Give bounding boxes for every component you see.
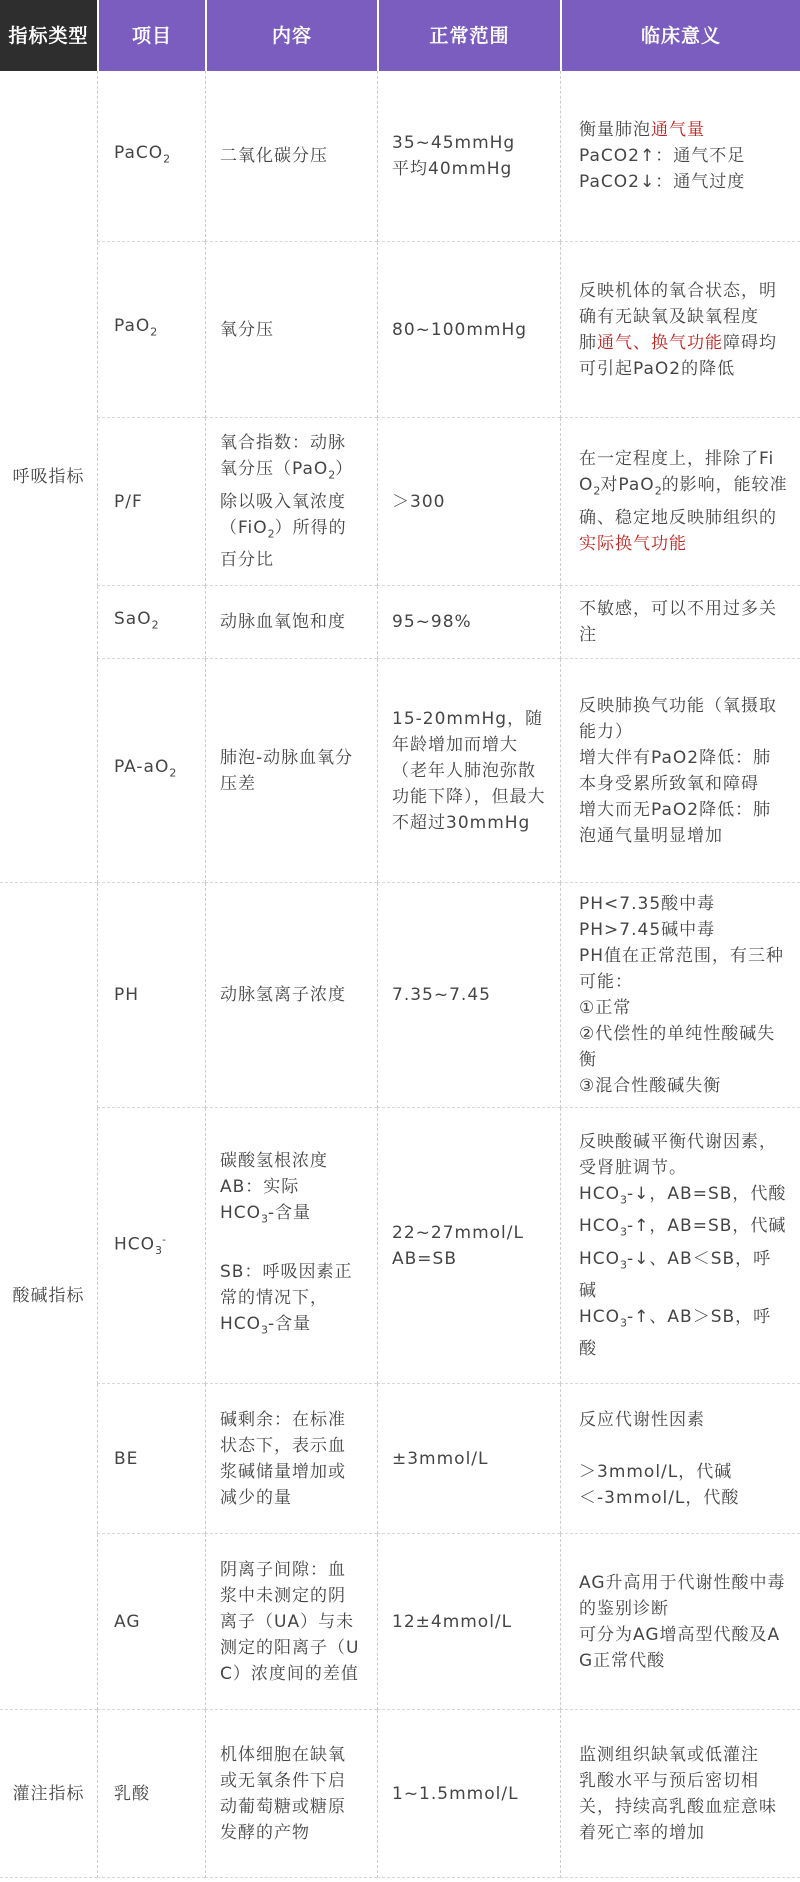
content-cell: 氧分压 bbox=[205, 242, 377, 418]
content-cell: 肺泡-动脉血氧分压差 bbox=[205, 659, 377, 883]
table-row bbox=[0, 1534, 800, 1710]
significance-cell: 不敏感，可以不用过多关注 bbox=[560, 586, 800, 659]
item-cell: SaO$_2$ bbox=[97, 586, 205, 659]
significance-cell: 衡量肺泡通气量 PaCO2↑：通气不足 PaCO2↓：通气过度 bbox=[560, 71, 800, 242]
table-row bbox=[0, 659, 800, 883]
significance-cell: 反映机体的氧合状态，明确有无缺氧及缺氧程度 肺通气、换气功能障碍均可引起PaO2的降低 bbox=[560, 242, 800, 418]
header-category: 指标类型 bbox=[0, 0, 97, 71]
category-acid-base: 酸碱指标 bbox=[0, 883, 97, 1710]
range-cell: 95~98% bbox=[377, 586, 560, 659]
header-row bbox=[0, 0, 800, 71]
content-cell: 阴离子间隙：血浆中未测定的阴离子（UA）与未测定的阳离子（UC）浓度间的差值 bbox=[205, 1534, 377, 1710]
content-cell: 碳酸氢根浓度 AB：实际 $HCO_3-$含量 SB：呼吸因素正常的情况下， $HCO_3-$含量 bbox=[205, 1108, 377, 1384]
table-row bbox=[0, 1710, 800, 1878]
item-cell: PaO$_2$ bbox=[97, 242, 205, 418]
range-cell: 12±4mmol/L bbox=[377, 1534, 560, 1710]
range-cell: 35~45mmHg 平均40mmHg bbox=[377, 71, 560, 242]
item-cell: PaCO$_2$ bbox=[97, 71, 205, 242]
content-cell: 碱剩余：在标准状态下，表示血浆碱储量增加或减少的量 bbox=[205, 1384, 377, 1534]
range-cell: 22~27mmol/L AB=SB bbox=[377, 1108, 560, 1384]
header-significance: 临床意义 bbox=[560, 0, 800, 71]
item-cell: PH bbox=[97, 883, 205, 1108]
significance-cell: 在一定程度上，排除了FiO$_2$对PaO$_2$的影响，能较准确、稳定地反映肺组织的实际换气功能 bbox=[560, 418, 800, 586]
table-row bbox=[0, 71, 800, 242]
header-item: 项目 bbox=[97, 0, 205, 71]
category-perfusion: 灌注指标 bbox=[0, 1710, 97, 1878]
range-cell: 15-20mmHg，随年龄增加而增大（老年人肺泡弥散功能下降），但最大不超过30mmHg bbox=[377, 659, 560, 883]
item-cell: 乳酸 bbox=[97, 1710, 205, 1878]
table-row bbox=[0, 586, 800, 659]
table-row bbox=[0, 418, 800, 586]
content-cell: 氧合指数：动脉氧分压（PaO$_2$）除以吸入氧浓度（FiO$_2$）所得的百分比 bbox=[205, 418, 377, 586]
item-cell: P/F bbox=[97, 418, 205, 586]
range-cell: 1~1.5mmol/L bbox=[377, 1710, 560, 1878]
item-cell: $HCO_3^-$ bbox=[97, 1108, 205, 1384]
content-cell: 动脉血氧饱和度 bbox=[205, 586, 377, 659]
range-cell: ＞300 bbox=[377, 418, 560, 586]
header-range: 正常范围 bbox=[377, 0, 560, 71]
table-row bbox=[0, 1384, 800, 1534]
content-cell: 动脉氢离子浓度 bbox=[205, 883, 377, 1108]
significance-cell: 反映肺换气功能（氧摄取能力） 增大伴有PaO2降低：肺本身受累所致氧和障碍 增大而无PaO2降低：肺泡通气量明显增加 bbox=[560, 659, 800, 883]
significance-cell: 监测组织缺氧或低灌注 乳酸水平与预后密切相关，持续高乳酸血症意味着死亡率的增加 bbox=[560, 1710, 800, 1878]
category-respiratory: 呼吸指标 bbox=[0, 71, 97, 883]
significance-cell: 反映酸碱平衡代谢因素，受肾脏调节。 $HCO_3-↓$，AB=SB，代酸 $HCO_3-↑$，AB=SB，代碱 $HCO_3-↓$、AB＜SB，呼碱 $HCO_3-↑$、AB＞SB，呼酸 bbox=[560, 1108, 800, 1384]
header-content: 内容 bbox=[205, 0, 377, 71]
table-row bbox=[0, 1108, 800, 1384]
significance-cell: AG升高用于代谢性酸中毒的鉴别诊断 可分为AG增高型代酸及AG正常代酸 bbox=[560, 1534, 800, 1710]
significance-cell: 反应代谢性因素 ＞3mmol/L，代碱 ＜-3mmol/L，代酸 bbox=[560, 1384, 800, 1534]
significance-cell: PH<7.35酸中毒 PH>7.45碱中毒 PH值在正常范围，有三种可能： ①正常 ②代偿性的单纯性酸碱失衡 ③混合性酸碱失衡 bbox=[560, 883, 800, 1108]
range-cell: 7.35~7.45 bbox=[377, 883, 560, 1108]
item-cell: AG bbox=[97, 1534, 205, 1710]
item-cell: $PA-aO_2$ bbox=[97, 659, 205, 883]
table-row bbox=[0, 242, 800, 418]
table-row bbox=[0, 883, 800, 1108]
range-cell: ±3mmol/L bbox=[377, 1384, 560, 1534]
content-cell: 机体细胞在缺氧或无氧条件下启动葡萄糖或糖原发酵的产物 bbox=[205, 1710, 377, 1878]
content-cell: 二氧化碳分压 bbox=[205, 71, 377, 242]
range-cell: 80~100mmHg bbox=[377, 242, 560, 418]
item-cell: BE bbox=[97, 1384, 205, 1534]
